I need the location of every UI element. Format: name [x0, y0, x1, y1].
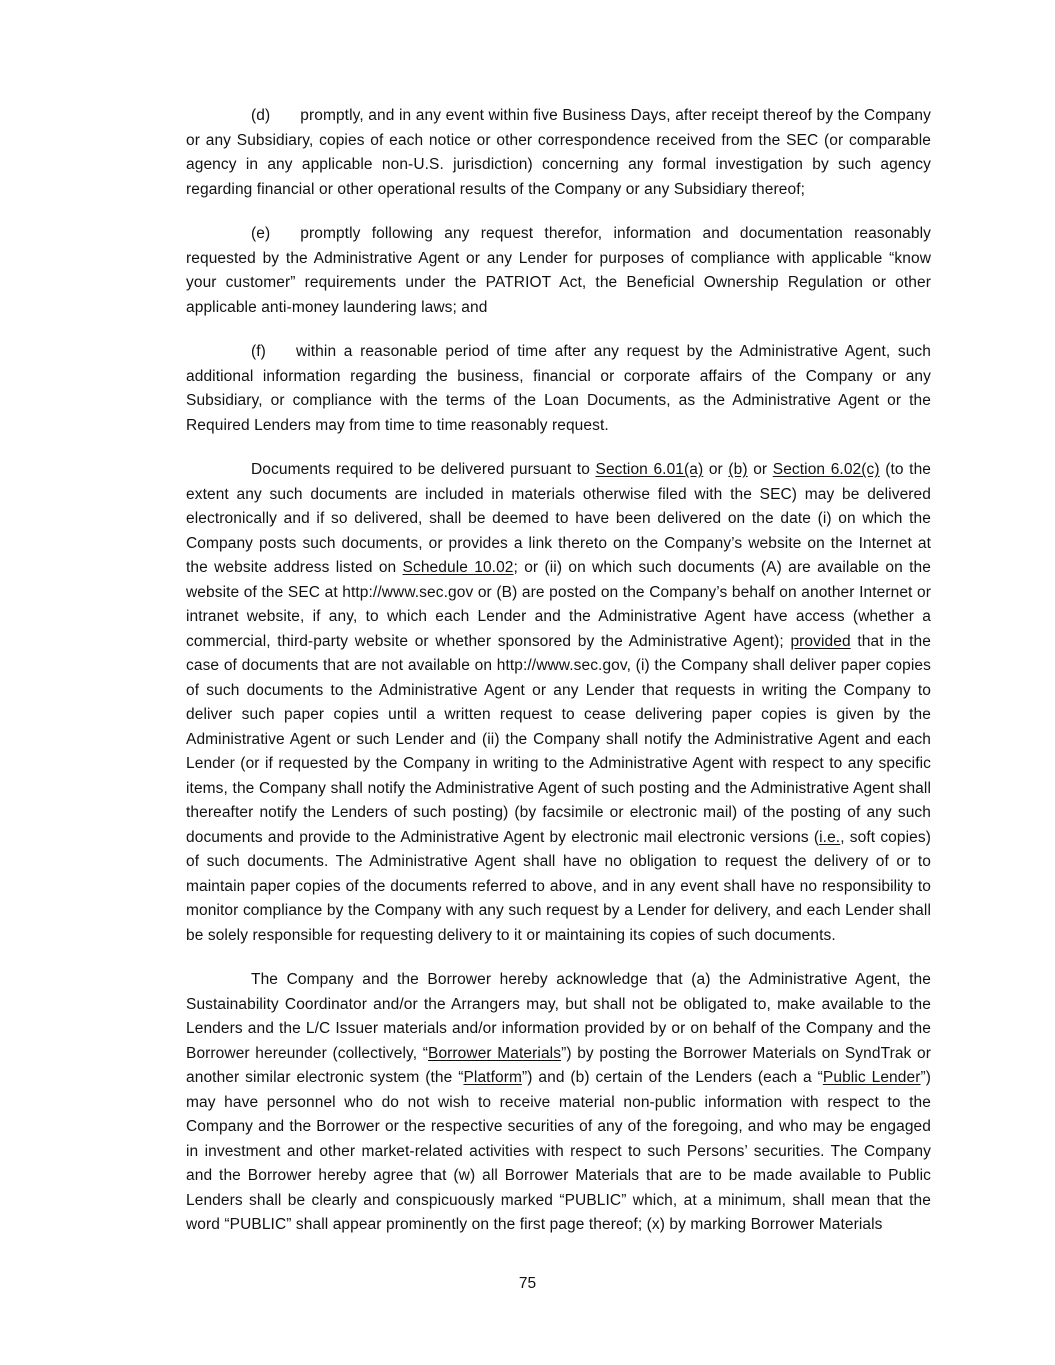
text-run: (to the extent any such documents are included in materials otherwise filed with the SEC) may be delivered electronically and if so delivered, shall be deemed to have been delivered on the date (i) on which the Company posts such documents, or provides a link thereto on the Company’s website on the Internet at the website address listed on [186, 461, 932, 576]
page-number: 75 [518, 1275, 537, 1292]
text-run: , soft copies) of such documents. The Administrative Agent shall have no obligation to request the delivery of or to maintain paper copies of the documents referred to above, and in any event shall have no responsibility to monitor compliance by the Company with any such request by a Lender for delivery, and each Lender shall be solely responsible for requesting delivery to it or maintaining its copies of such documents. [186, 828, 931, 944]
text-run: within a reasonable period of time after any request by the Administrative Agent, such additional information regarding the business, financial or corporate affairs of the Company or any Subsidiary, or compliance with the terms of the Loan Documents, as the Administrative Agent or the Required Lenders may from time to time reasonably request. [186, 343, 931, 434]
underlined-reference: i.e. [819, 828, 841, 846]
underlined-reference: (b) [728, 461, 748, 478]
underlined-reference: Borrower Materials [428, 1044, 562, 1062]
underlined-reference: Section 6.01(a) [595, 461, 704, 478]
text-run: promptly following any request therefor, information and documentation reasonably requested by the Administrative Agent or any Lender for purposes of compliance with applicable “know your customer” requirements under the PATRIOT Act, the Beneficial Ownership Regulation or other applicable anti-money laundering laws; and [186, 225, 931, 316]
text-run: ”) and (b) certain of the Lenders (each a “ [522, 1069, 823, 1086]
clause-d [186, 104, 931, 202]
paragraph-electronic-delivery [186, 458, 931, 948]
underlined-reference: Schedule 10.02 [402, 559, 514, 576]
paragraph-borrower-materials [186, 968, 931, 1238]
text-run: that in the case of documents that are not available on http://www.sec.gov, (i) the Company shall deliver paper copies of such documents to the Administrative Agent or any Lender that requests in writing the Company to deliver such paper copies until a written request to cease delivering paper copies is given by the Administrative Agent or such Lender and (ii) the Company shall notify the Administrative Agent and each Lender (or if requested by the Company in writing to the Administrative Agent with respect to any specific items, the Company shall notify the Administrative Agent of such posting and the Administrative Agent shall thereafter notify the Lenders of such posting) (by facsimile or electronic mail) of the posting of any such documents and provide to the Administrative Agent by electronic mail electronic versions ( [186, 632, 931, 846]
underlined-reference: provided [790, 632, 851, 650]
underlined-reference: Section 6.02(c) [772, 461, 880, 478]
text-run: ”) by posting the Borrower Materials on SyndTrak or another similar electronic system (the “ [186, 1044, 931, 1086]
underlined-reference: Public Lender [822, 1069, 921, 1086]
text-run: ”) may have personnel who do not wish to receive material non-public information with respect to the Company and the Borrower or the respective securities of any of the foregoing, and who may be engaged in investment and other market-related activities with respect to such Persons’ securities. The Company and the Borrower hereby agree that (w) all Borrower Materials that are to be made available to Public Lenders shall be clearly and conspicuously marked “PUBLIC” which, at a minimum, shall mean that the word “PUBLIC” shall appear prominently on the first page thereof; (x) by marking Borrower Materials [186, 1069, 932, 1233]
page-footer [0, 1272, 1055, 1296]
text-run: (e) [251, 225, 271, 242]
text-run: ; or (ii) on which such documents (A) are available on the website of the SEC at http://www.sec.gov or (B) are posted on the Company’s behalf on another Internet or intranet website, if any, to which each Lender and the Administrative Agent have access (whether a commercial, third-party website or whether sponsored by the Administrative Agent); [186, 559, 931, 650]
text-run: or [747, 461, 773, 478]
text-run: promptly, and in any event within five Business Days, after receipt thereof by the Company or any Subsidiary, copies of each notice or other correspondence received from the SEC (or comparable agency in any applicable non-U.S. jurisdiction) concerning any formal investigation by such agency regarding financial or other operational results of the Company or any Subsidiary thereof; [186, 107, 931, 198]
underlined-reference: Platform [463, 1069, 522, 1086]
text-run: (d) [251, 107, 271, 124]
text-run: or [703, 461, 729, 478]
clause-f [186, 340, 931, 438]
text-run: The Company and the Borrower hereby acknowledge that (a) the Administrative Agent, the Sustainability Coordinator and/or the Arrangers may, but shall not be obligated to, make available to the Lenders and the L/C Issuer materials and/or information provided by or on behalf of the Company and the Borrower hereunder (collectively, “ [186, 971, 931, 1062]
clause-e [186, 222, 931, 320]
text-run: Documents required to be delivered pursuant to [251, 461, 596, 478]
text-run: (f) [251, 343, 266, 360]
document-body [186, 104, 931, 1238]
